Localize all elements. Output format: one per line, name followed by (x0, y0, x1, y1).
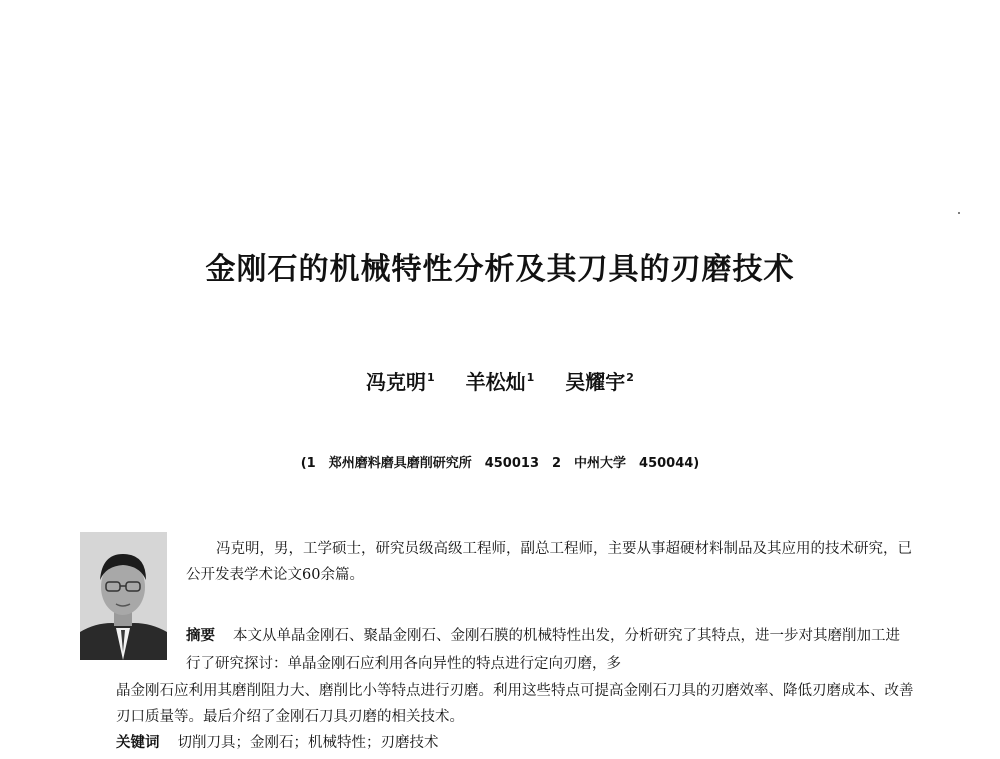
author-list (0, 366, 1000, 395)
author-2 (466, 370, 535, 394)
affiliation-mark: 1 (526, 371, 535, 385)
author-3 (565, 370, 634, 394)
affiliation-line: (1 郑州磨料磨具磨削研究所 450013 2 中州大学 450044) (300, 456, 700, 471)
scan-speck (958, 212, 960, 214)
paper-title: 金刚石的机械特性分析及其刀具的刃磨技术 (205, 252, 795, 287)
abstract-label: 摘要 (186, 628, 215, 644)
keywords-text: 切削刀具；金刚石；机械特性；刃磨技术 (177, 735, 439, 751)
abstract-first-lines (186, 622, 906, 678)
author-name: 羊松灿 (465, 370, 526, 394)
abstract-text-top: 本文从单晶金刚石、聚晶金刚石、金刚石膜的机械特性出发，分析研究了其特点，进一步对其磨削加工进行了研究探讨：单晶金刚石应利用各向异性的特点进行定向刃磨，多 (186, 628, 900, 672)
author-name: 吴耀宇 (565, 370, 626, 394)
keywords-label: 关键词 (116, 735, 160, 751)
author-bio: 冯克明，男，工学硕士，研究员级高级工程师，副总工程师，主要从事超硬材料制品及其应用的技术研究，已公开发表学术论文60余篇。 (186, 541, 912, 583)
affiliation-mark: 2 (626, 371, 634, 385)
affiliation-mark: 1 (427, 371, 435, 385)
author-name: 冯克明 (366, 370, 427, 394)
author-photo (80, 532, 167, 660)
abstract-continuation: 晶金刚石应利用其磨削阻力大、磨削比小等特点进行刃磨。利用这些特点可提高金刚石刀具的刃磨效率、降低刃磨成本、改善刃口质量等。最后介绍了金刚石刀具刃磨的相关技术。 (116, 683, 914, 725)
keywords (116, 733, 916, 753)
author-1 (366, 370, 435, 394)
